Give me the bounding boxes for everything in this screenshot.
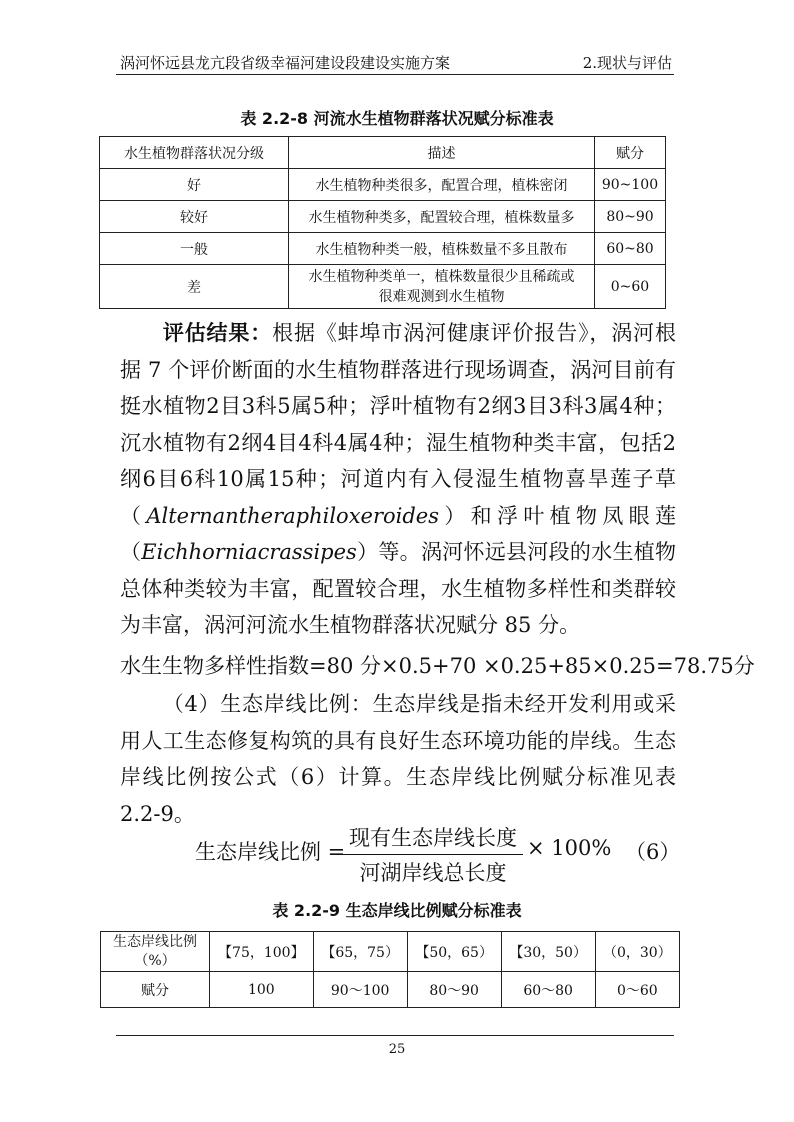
formula-multiplier: × 100%: [527, 836, 612, 860]
paragraph-text: ）等。涡河怀远县河段的水生植物总体种类较为丰富，配置较合理，水生植物多样性和类群较为丰富，涡河河流水生植物群落状况赋分 85 分。: [120, 540, 677, 637]
score-cell: 0～60: [595, 972, 679, 1008]
score-cell: 80~90: [595, 201, 666, 233]
page-number: 25: [388, 1042, 406, 1057]
score-cell: 80～90: [407, 972, 501, 1008]
formula-numerator: 现有生态岸线长度: [343, 822, 523, 855]
grade-cell: 差: [100, 265, 289, 309]
biodiversity-index-line: 水生生物多样性指数=80 分×0.5+70 ×0.25+85×0.25=78.75分: [120, 654, 755, 678]
table-row: [100, 265, 666, 309]
formula-denominator: 河湖岸线总长度: [359, 861, 507, 885]
grade-cell: 较好: [100, 201, 289, 233]
table1-caption: 表 2.2-8 河流水生植物群落状况赋分标准表: [240, 109, 554, 128]
table-row: [100, 201, 666, 233]
score-cell: 60～80: [501, 972, 595, 1008]
score-cell: 0~60: [595, 265, 666, 309]
page-header: [116, 50, 674, 75]
grade-cell: 一般: [100, 233, 289, 265]
assessment-result-paragraph: [120, 315, 676, 644]
range-cell: 【50，65）: [407, 932, 501, 972]
table-row: [101, 932, 680, 972]
description-cell: 水生植物种类单一，植株数量很少且稀疏或很难观测到水生植物: [289, 265, 595, 309]
table2-row-label: 赋分: [101, 972, 210, 1008]
header-document-title: 涡河怀远县龙亢段省级幸福河建设段建设实施方案: [120, 54, 451, 72]
scientific-name: Alternantheraphiloxeroides: [146, 503, 440, 528]
table1-header-cell: 描述: [289, 137, 595, 169]
shoreline-ratio-scoring-table: [100, 931, 680, 1008]
scientific-name: Eichhorniacrassipes: [141, 540, 357, 564]
description-cell: 水生植物种类多，配置较合理，植株数量多: [289, 201, 595, 233]
score-cell: 60~80: [595, 233, 666, 265]
table1-header-row: [100, 137, 666, 169]
range-cell: （0，30）: [595, 932, 679, 972]
table1-header-cell: 赋分: [595, 137, 666, 169]
table-row: [100, 169, 666, 201]
footer-divider: [116, 1035, 674, 1036]
description-cell: 水生植物种类一般，植株数量不多且散布: [289, 233, 595, 265]
header-chapter-title: 2.现状与评估: [582, 54, 672, 72]
score-cell: 100: [210, 972, 314, 1008]
description-cell: 水生植物种类很多，配置合理，植株密闭: [289, 169, 595, 201]
range-cell: 【30，50）: [501, 932, 595, 972]
score-cell: 90~100: [595, 169, 666, 201]
formula-lhs: 生态岸线比例 =: [195, 840, 346, 864]
assessment-result-lead: 评估结果：: [162, 320, 273, 345]
aquatic-plant-scoring-table: [99, 136, 666, 309]
grade-cell: 好: [100, 169, 289, 201]
range-cell: 【75，100】: [210, 932, 314, 972]
paragraph-text: ）和浮叶植物凤眼莲（: [120, 503, 677, 564]
score-cell: 90～100: [313, 972, 407, 1008]
table-row: [101, 972, 680, 1008]
formula-equation-number: （6）: [625, 840, 681, 864]
paragraph-text: （4）生态岸线比例：生态岸线是指未经开发利用或采用人工生态修复构筑的具有良好生态环境功能的岸线。生态岸线比例按公式（6）计算。生态岸线比例赋分标准见表 2.2-9。: [120, 692, 676, 826]
paragraph-text: 根据《蚌埠市涡河健康评价报告》，涡河根据 7 个评价断面的水生植物群落进行现场调查，涡河目前有挺水植物2目3科5属5种；浮叶植物有2纲3目3科3属4种；沉水植物有2纲4目4科4属4种；湿生植物种类丰富，包括2纲6目6科10属15种；河道内有入侵湿生植物喜旱莲子草（: [120, 321, 676, 528]
table1-header-cell: 水生植物群落状况分级: [100, 137, 289, 169]
range-cell: 【65，75）: [313, 932, 407, 972]
formula-fraction: [343, 822, 523, 887]
table2-row-label: 生态岸线比例（%）: [101, 932, 210, 972]
ecological-shoreline-paragraph: [120, 686, 676, 832]
table-row: [100, 233, 666, 265]
table2-caption: 表 2.2-9 生态岸线比例赋分标准表: [272, 901, 522, 920]
